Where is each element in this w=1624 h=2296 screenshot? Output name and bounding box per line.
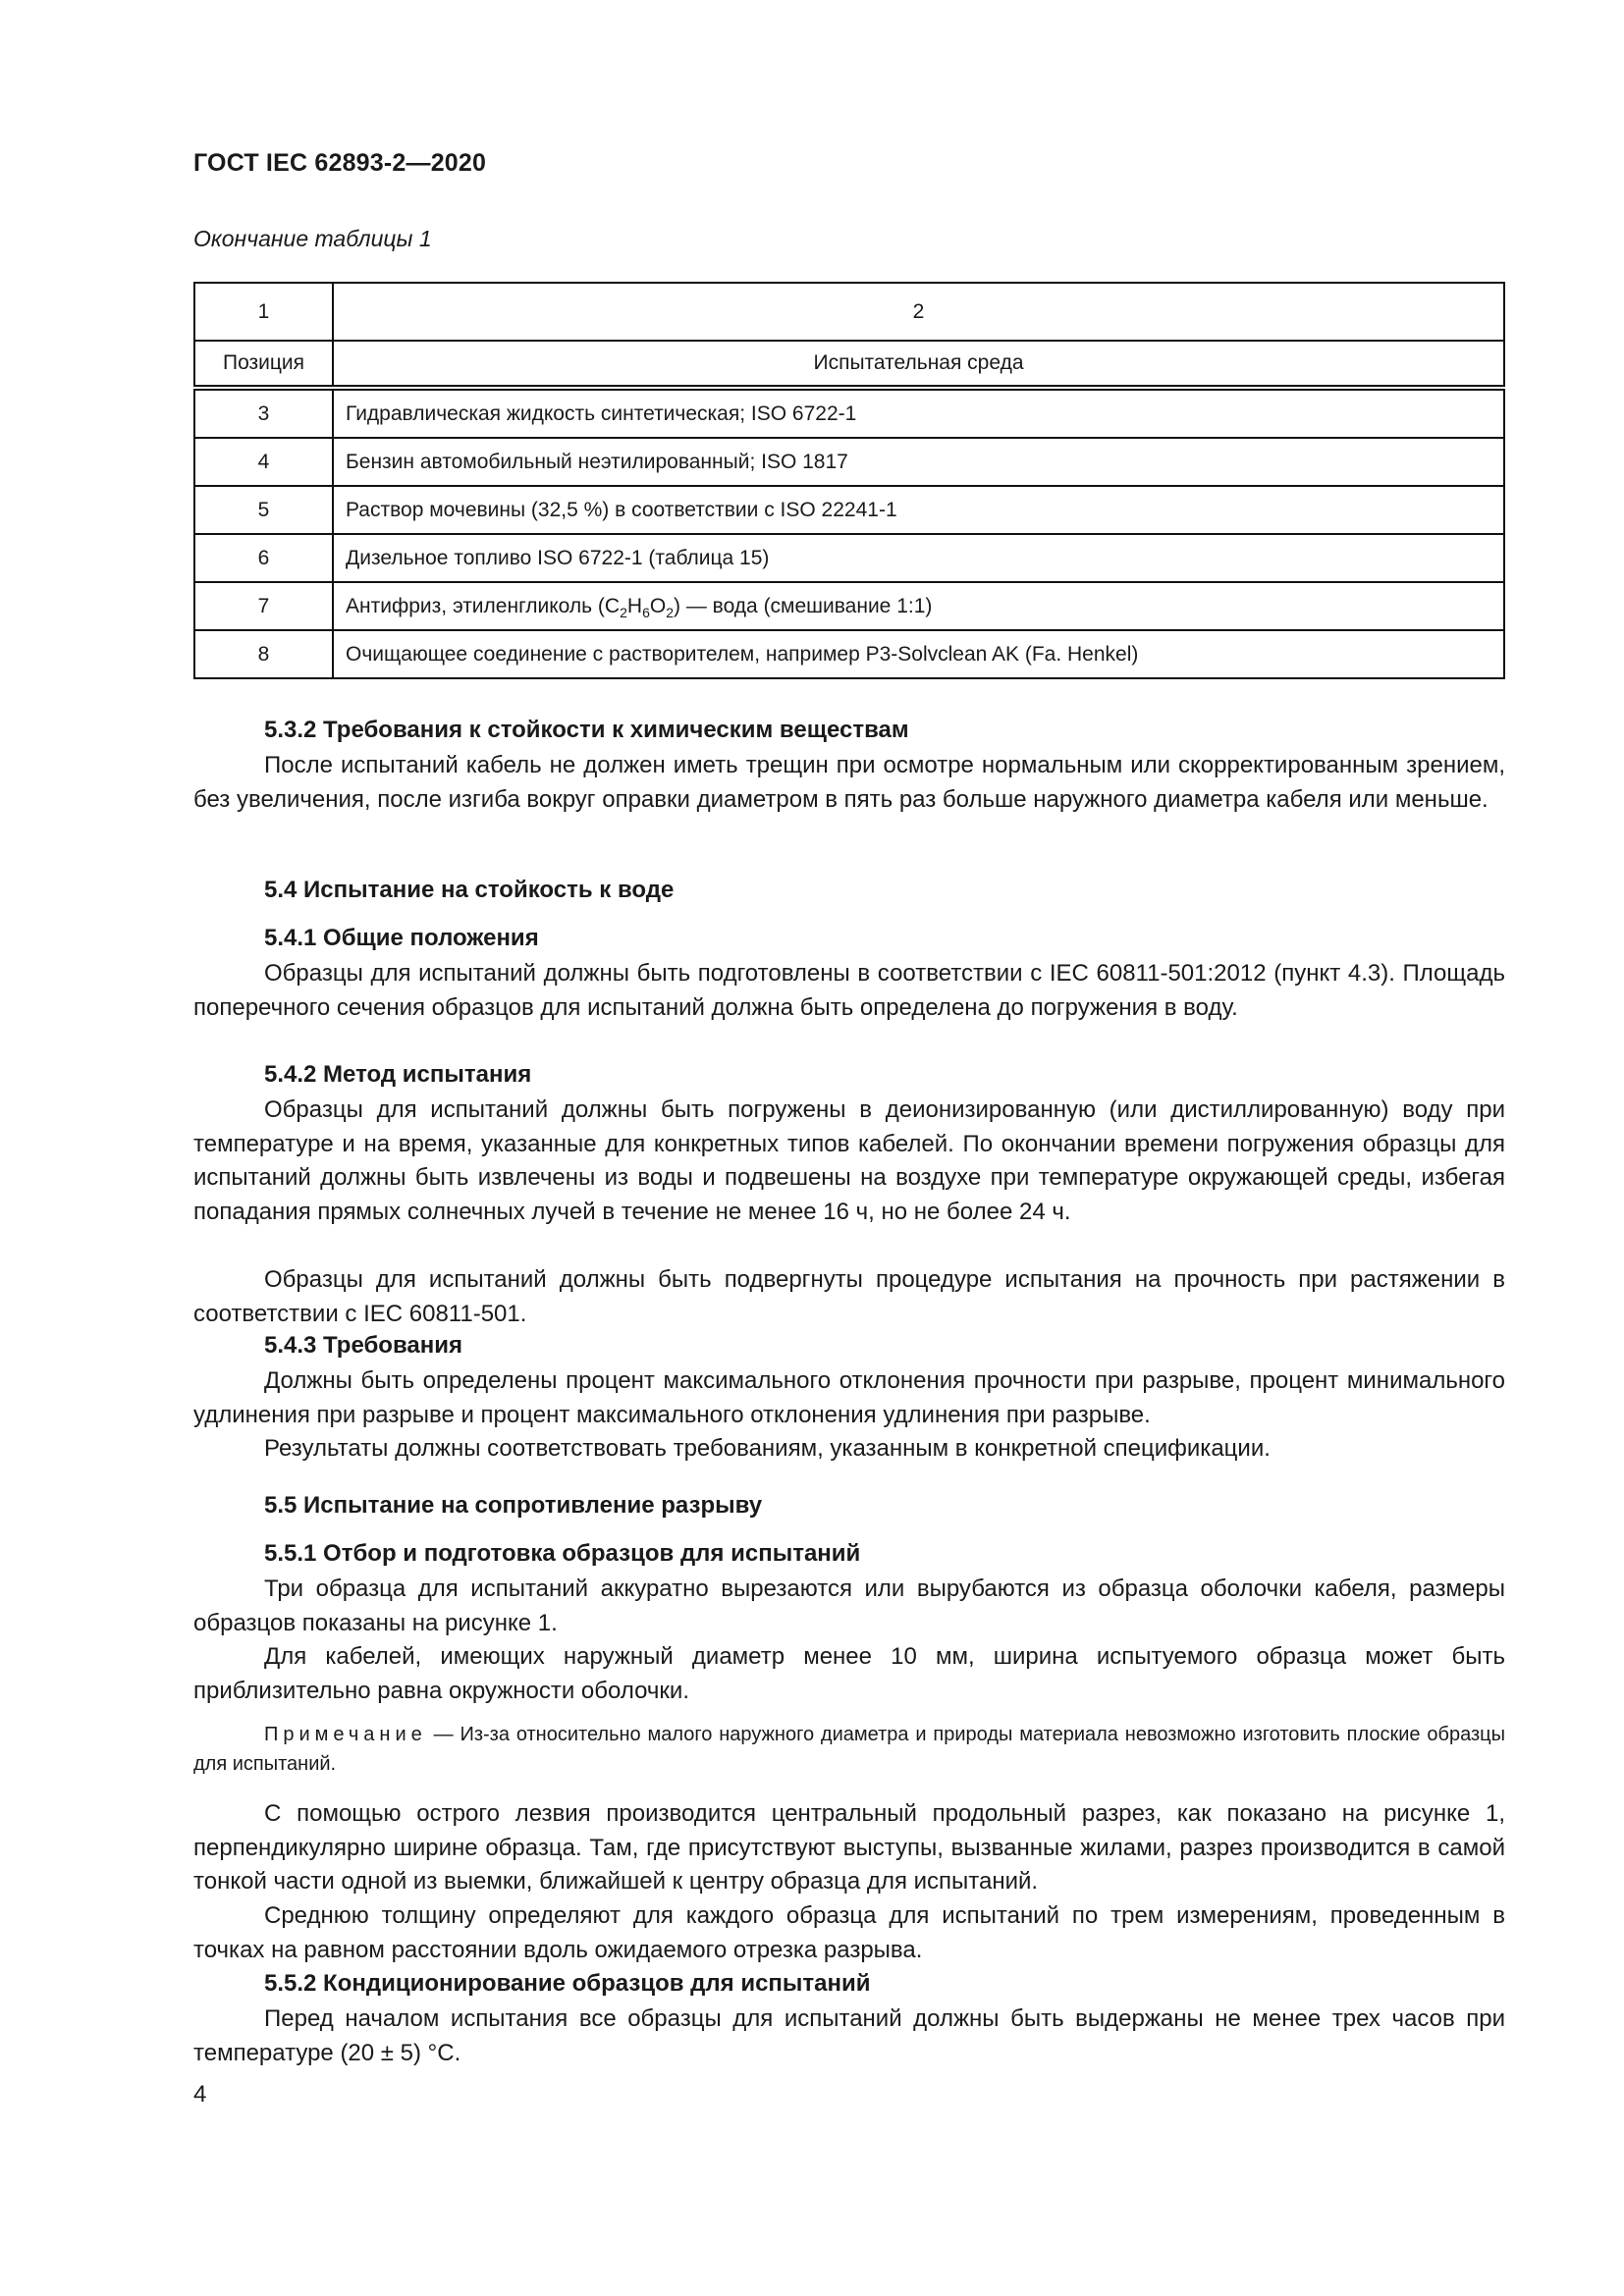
section-heading-5-5-1: 5.5.1 Отбор и подготовка образцов для испытаний xyxy=(264,1540,861,1567)
formula-text: O xyxy=(649,594,667,617)
section-heading-5-4-3: 5.4.3 Требования xyxy=(264,1332,463,1359)
header-position: Позиция xyxy=(194,341,333,388)
cell-position: 5 xyxy=(194,486,333,534)
page-number: 4 xyxy=(193,2081,207,2108)
formula-text: H xyxy=(626,594,643,617)
paragraph: Три образца для испытаний аккуратно вырезаются или вырубаются из образца оболочки кабеля, размеры образцов показаны на рисунке 1. xyxy=(193,1575,1505,1636)
table-row xyxy=(194,486,1504,534)
paragraph: Образцы для испытаний должны быть погружены в деионизированную (или дистиллированную) воду при температуре и на время, указанные для конкретных типов кабелей. По окончании времени погружения образцы для испытаний должны быть извлечены из воды и подвешены на воздухе при температуре окружающей среды, избегая попадания прямых солнечных лучей в течение не менее 16 ч, но не более 24 ч. xyxy=(193,1096,1505,1225)
formula-text: Антифриз, этиленгликоль (C xyxy=(346,594,621,617)
section-heading-5-4: 5.4 Испытание на стойкость к воде xyxy=(264,877,675,903)
subscript: 2 xyxy=(620,604,627,620)
table-column-numbers-row xyxy=(194,283,1504,341)
cell-medium: Бензин автомобильный неэтилированный; ISO 1817 xyxy=(333,438,1504,486)
section-heading-5-3-2: 5.3.2 Требования к стойкости к химическим веществам xyxy=(264,717,909,743)
section-heading-5-4-1: 5.4.1 Общие положения xyxy=(264,925,539,951)
section-heading-5-4-2: 5.4.2 Метод испытания xyxy=(264,1061,532,1088)
subscript: 6 xyxy=(642,604,650,620)
cell-position: 3 xyxy=(194,388,333,438)
formula-text: ) — вода (смешивание 1:1) xyxy=(674,594,933,617)
table-caption: Окончание таблицы 1 xyxy=(193,226,432,251)
note-label: Примечание xyxy=(264,1724,427,1745)
table-row xyxy=(194,630,1504,678)
paragraph: Для кабелей, имеющих наружный диаметр менее 10 мм, ширина испытуемого образца может быть приблизительно равна окружности оболочки. xyxy=(193,1643,1505,1704)
paragraph: После испытаний кабель не должен иметь трещин при осмотре нормальным или скорректированным зрением, без увеличения, после изгиба вокруг оправки диаметром в пять раз больше наружного диаметра кабеля или меньше. xyxy=(193,752,1505,813)
paragraph: Результаты должны соответствовать требованиям, указанным в конкретной спецификации. xyxy=(264,1435,1271,1462)
paragraph: С помощью острого лезвия производится центральный продольный разрез, как показано на рисунке 1, перпендикулярно ширине образца. Там, где присутствуют выступы, вызванные жилами, разрез производится в самой тонкой части одной из выемки, ближайшей к центру образца для испытаний. xyxy=(193,1800,1505,1895)
table-row xyxy=(194,388,1504,438)
table-header-row xyxy=(194,341,1504,388)
cell-position: 7 xyxy=(194,582,333,630)
table-row xyxy=(194,438,1504,486)
section-heading-5-5: 5.5 Испытание на сопротивление разрыву xyxy=(264,1492,763,1519)
document-title: ГОСТ IEC 62893-2—2020 xyxy=(193,149,487,177)
cell-medium: Гидравлическая жидкость синтетическая; ISO 6722-1 xyxy=(333,388,1504,438)
paragraph: Образцы для испытаний должны быть подготовлены в соответствии с IEC 60811-501:2012 (пункт 4.3). Площадь поперечного сечения образцов для испытаний должна быть определена до погружения в воду. xyxy=(193,960,1505,1021)
paragraph: Образцы для испытаний должны быть подвергнуты процедуре испытания на прочность при растяжении в соответствии с IEC 60811-501. xyxy=(193,1266,1505,1327)
cell-medium: Дизельное топливо ISO 6722-1 (таблица 15) xyxy=(333,534,1504,582)
table-row xyxy=(194,582,1504,630)
table-row xyxy=(194,534,1504,582)
note-text: — Из-за относительно малого наружного диаметра и природы материала невозможно изготовить плоские образцы для испытаний. xyxy=(193,1724,1505,1775)
section-heading-5-5-2: 5.5.2 Кондиционирование образцов для испытаний xyxy=(264,1970,871,1997)
header-test-medium: Испытательная среда xyxy=(333,341,1504,388)
cell-position: 4 xyxy=(194,438,333,486)
cell-medium xyxy=(333,582,1504,630)
paragraph: Должны быть определены процент максимального отклонения прочности при разрыве, процент минимального удлинения при разрыве и процент максимального отклонения удлинения при разрыве. xyxy=(193,1367,1505,1428)
subscript: 2 xyxy=(666,604,674,620)
column-number-2: 2 xyxy=(333,283,1504,341)
column-number-1: 1 xyxy=(194,283,333,341)
paragraph: Среднюю толщину определяют для каждого образца для испытаний по трем измерениям, проведенным в точках на равном расстоянии вдоль ожидаемого отрезка разрыва. xyxy=(193,1902,1505,1963)
cell-position: 8 xyxy=(194,630,333,678)
cell-medium: Раствор мочевины (32,5 %) в соответствии с ISO 22241-1 xyxy=(333,486,1504,534)
test-media-table xyxy=(193,282,1505,679)
cell-medium: Очищающее соединение с растворителем, например P3-Solvclean AK (Fa. Henkel) xyxy=(333,630,1504,678)
paragraph: Перед началом испытания все образцы для испытаний должны быть выдержаны не менее трех часов при температуре (20 ± 5) °C. xyxy=(193,2005,1505,2066)
note xyxy=(193,1720,1505,1779)
cell-position: 6 xyxy=(194,534,333,582)
